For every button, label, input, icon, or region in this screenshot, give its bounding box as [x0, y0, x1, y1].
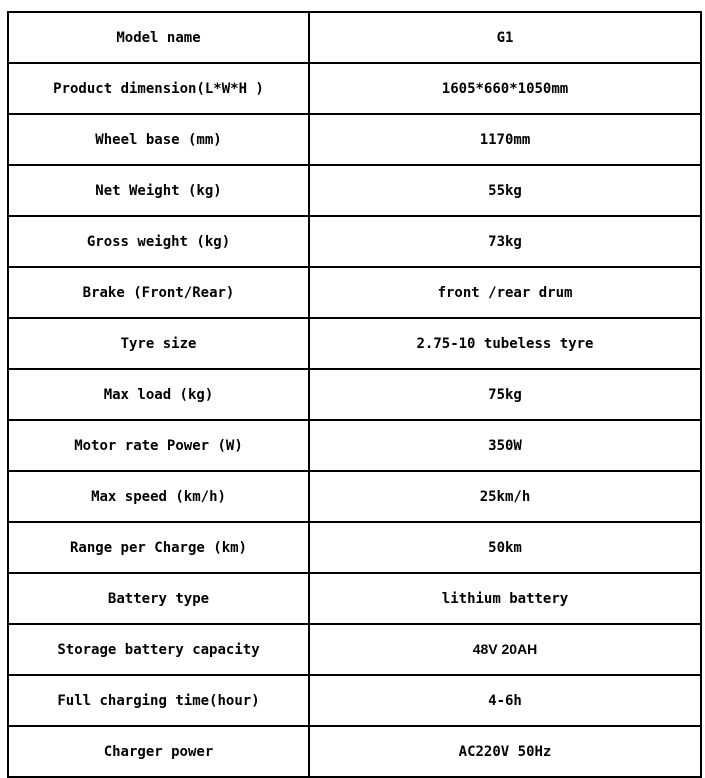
value-charging-time: 4-6h: [309, 675, 701, 726]
value-motor-power: 350W: [309, 420, 701, 471]
label-brake: Brake (Front/Rear): [8, 267, 309, 318]
value-wheel-base: 1170mm: [309, 114, 701, 165]
label-product-dimension: Product dimension(L*W*H ): [8, 63, 309, 114]
label-max-load: Max load (kg): [8, 369, 309, 420]
label-charger-power: Charger power: [8, 726, 309, 777]
label-gross-weight: Gross weight (kg): [8, 216, 309, 267]
table-row-range-per-charge: [8, 522, 701, 573]
label-charging-time: Full charging time(hour): [8, 675, 309, 726]
table-row-brake: [8, 267, 701, 318]
table-row-max-speed: [8, 471, 701, 522]
table-row-charger-power: [8, 726, 701, 777]
table-row-model-name: [8, 12, 701, 63]
spec-table-body: [8, 12, 701, 777]
label-wheel-base: Wheel base (mm): [8, 114, 309, 165]
value-model-name: G1: [309, 12, 701, 63]
value-product-dimension: 1605*660*1050mm: [309, 63, 701, 114]
table-row-wheel-base: [8, 114, 701, 165]
table-row-gross-weight: [8, 216, 701, 267]
table-row-max-load: [8, 369, 701, 420]
label-model-name: Model name: [8, 12, 309, 63]
label-battery-type: Battery type: [8, 573, 309, 624]
table-row-net-weight: [8, 165, 701, 216]
value-charger-power: AC220V 50Hz: [309, 726, 701, 777]
label-tyre-size: Tyre size: [8, 318, 309, 369]
label-battery-capacity: Storage battery capacity: [8, 624, 309, 675]
table-row-battery-type: [8, 573, 701, 624]
value-net-weight: 55kg: [309, 165, 701, 216]
table-row-motor-power: [8, 420, 701, 471]
label-range-per-charge: Range per Charge (km): [8, 522, 309, 573]
value-brake: front /rear drum: [309, 267, 701, 318]
value-max-load: 75kg: [309, 369, 701, 420]
label-net-weight: Net Weight (kg): [8, 165, 309, 216]
value-battery-capacity: 48V 20AH: [472, 641, 538, 657]
table-row-tyre-size: [8, 318, 701, 369]
table-row-battery-capacity: [8, 624, 701, 675]
table-row-product-dimension: [8, 63, 701, 114]
label-motor-power: Motor rate Power (W): [8, 420, 309, 471]
table-row-charging-time: [8, 675, 701, 726]
value-tyre-size: 2.75-10 tubeless tyre: [309, 318, 701, 369]
value-battery-type: lithium battery: [309, 573, 701, 624]
value-gross-weight: 73kg: [309, 216, 701, 267]
spec-table: [7, 11, 702, 778]
label-max-speed: Max speed (km/h): [8, 471, 309, 522]
value-range-per-charge: 50km: [309, 522, 701, 573]
value-max-speed: 25km/h: [309, 471, 701, 522]
